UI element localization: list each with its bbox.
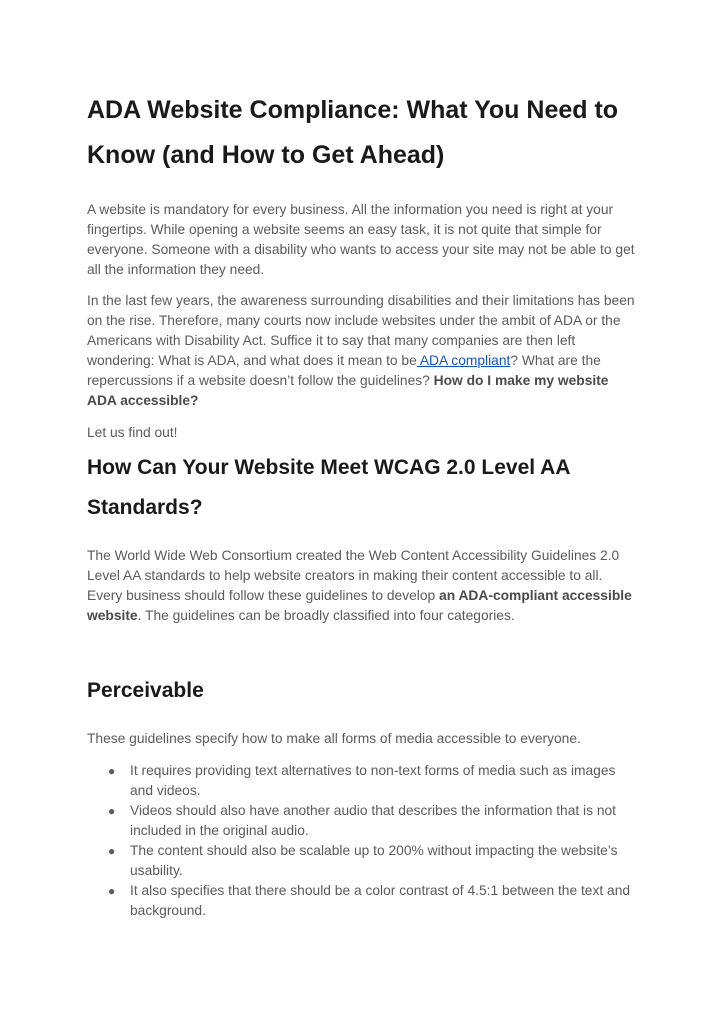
awareness-text-after-link: ? What are the repercussions if a website doesn’t follow the guidelines? xyxy=(87,353,601,388)
list-item xyxy=(87,801,635,841)
list-item xyxy=(87,881,635,921)
bullet-icon: ● xyxy=(108,884,116,898)
section-heading-wcag: How Can Your Website Meet WCAG 2.0 Level AA Standards? xyxy=(87,456,570,519)
list-item-text: It requires providing text alternatives to non-text forms of media such as images and videos. xyxy=(130,763,616,798)
list-item xyxy=(87,841,635,881)
wcag-paragraph xyxy=(87,546,635,626)
section-heading-perceivable: Perceivable xyxy=(87,679,204,702)
wcag-text-after-bold: . The guidelines can be broadly classified into four categories. xyxy=(137,608,515,623)
list-item-text: It also specifies that there should be a color contrast of 4.5:1 between the text and background. xyxy=(130,883,631,918)
list-item xyxy=(87,761,635,801)
list-item-text: The content should also be scalable up to 200% without impacting the website’s usability. xyxy=(130,843,618,878)
wcag-text: The World Wide Web Consortium created the Web Content Accessibility Guidelines 2.0 Level AA standards to help website creators in making their content accessible to all. Every business should follow these guidelines to develop xyxy=(87,548,620,603)
ada-compliant-link[interactable]: ADA compliant xyxy=(416,353,511,368)
wcag-bold-text: an ADA-compliant accessible website xyxy=(87,588,632,623)
perceivable-bullet-list xyxy=(87,761,635,921)
perceivable-intro: These guidelines specify how to make all forms of media accessible to everyone. xyxy=(87,731,581,746)
intro-paragraph: A website is mandatory for every business. All the information you need is right at your fingertips. While opening a website seems an easy task, it is not quite that simple for everyone. Someone with a disability who wants to access your site may not be able to get all the information they need. xyxy=(87,202,635,277)
awareness-text: In the last few years, the awareness surrounding disabilities and their limitations has been on the rise. Therefore, many courts now include websites under the ambit of ADA or the Americans with Disability Act. Suffice it to say that many companies are then left wondering: What is ADA, and what does it mean to be xyxy=(87,293,635,368)
find-out-paragraph: Let us find out! xyxy=(87,425,178,440)
list-item-text: Videos should also have another audio that describes the information that is not included in the original audio. xyxy=(130,803,617,838)
bullet-icon: ● xyxy=(108,844,116,858)
document-page xyxy=(87,88,635,921)
awareness-paragraph xyxy=(87,291,635,411)
page-title: ADA Website Compliance: What You Need to Know (and How to Get Ahead) xyxy=(87,96,619,169)
bullet-icon: ● xyxy=(108,804,116,818)
awareness-bold-question: How do I make my website ADA accessible? xyxy=(87,373,609,408)
bullet-icon: ● xyxy=(108,764,116,778)
